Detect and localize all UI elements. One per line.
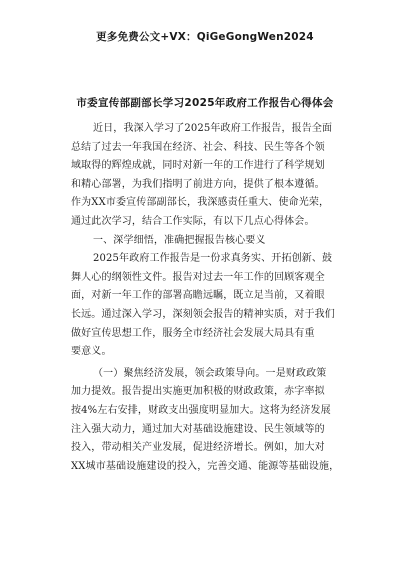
body-text-line: 长远。通过深入学习，深刻领会报告的精神实质，对于我们 <box>71 308 335 320</box>
body-text-line: XX城市基础设施建设的投入，完善交通、能源等基础设施， <box>71 460 340 472</box>
body-text-line: 域取得的辉煌成就，同时对新一年的工作进行了科学规划 <box>71 160 325 172</box>
body-text-line: 要意义。 <box>71 346 112 358</box>
body-text-line: 一、深学细悟，准确把握报告核心要义 <box>93 234 266 246</box>
body-text-line: 注入强大动力，通过加大对基础设施建设、民生领域等的 <box>71 423 325 435</box>
page-header: 更多免费公文+VX：QiGeGongWen2024 <box>96 31 314 43</box>
body-text-line: 作为XX市委宣传部副部长，我深感责任重大、使命光荣， <box>71 197 330 209</box>
body-text-line: 近日，我深入学习了2025年政府工作报告，报告全面 <box>93 123 333 134</box>
body-text-line: 2025年政府工作报告是一份求真务实、开拓创新、鼓 <box>93 253 333 265</box>
body-text-line: 做好宣传思想工作，服务全市经济社会发展大局具有重 <box>71 327 315 339</box>
body-text-line: 和精心部署，为我们指明了前进方向，提供了根本遵循。 <box>71 178 325 190</box>
body-text-line: 面，对新一年工作的部署高瞻远瞩，既立足当前，又着眼 <box>71 290 325 302</box>
body-text-line: 投入，带动相关产业发展，促进经济增长。例如，加大对 <box>71 442 325 454</box>
body-text-line: （一）聚焦经济发展，领会政策导向。一是财政政策 <box>93 367 327 379</box>
body-text-line: 通过此次学习，结合工作实际，有以下几点心得体会。 <box>71 215 315 227</box>
body-text-line: 舞人心的纲领性文件。报告对过去一年工作的回顾客观全 <box>71 271 325 283</box>
body-text-line: 加力提效。报告提出实施更加积极的财政政策，赤字率拟 <box>71 386 325 398</box>
body-text-line: 总结了过去一年我国在经济、社会、科技、民生等各个领 <box>71 141 325 153</box>
document-body <box>71 120 353 476</box>
body-text-line: 按4%左右安排，财政支出强度明显加大。这将为经济发展 <box>71 404 331 416</box>
document-title: 市委宣传部副部长学习2025年政府工作报告心得体会 <box>76 97 334 109</box>
